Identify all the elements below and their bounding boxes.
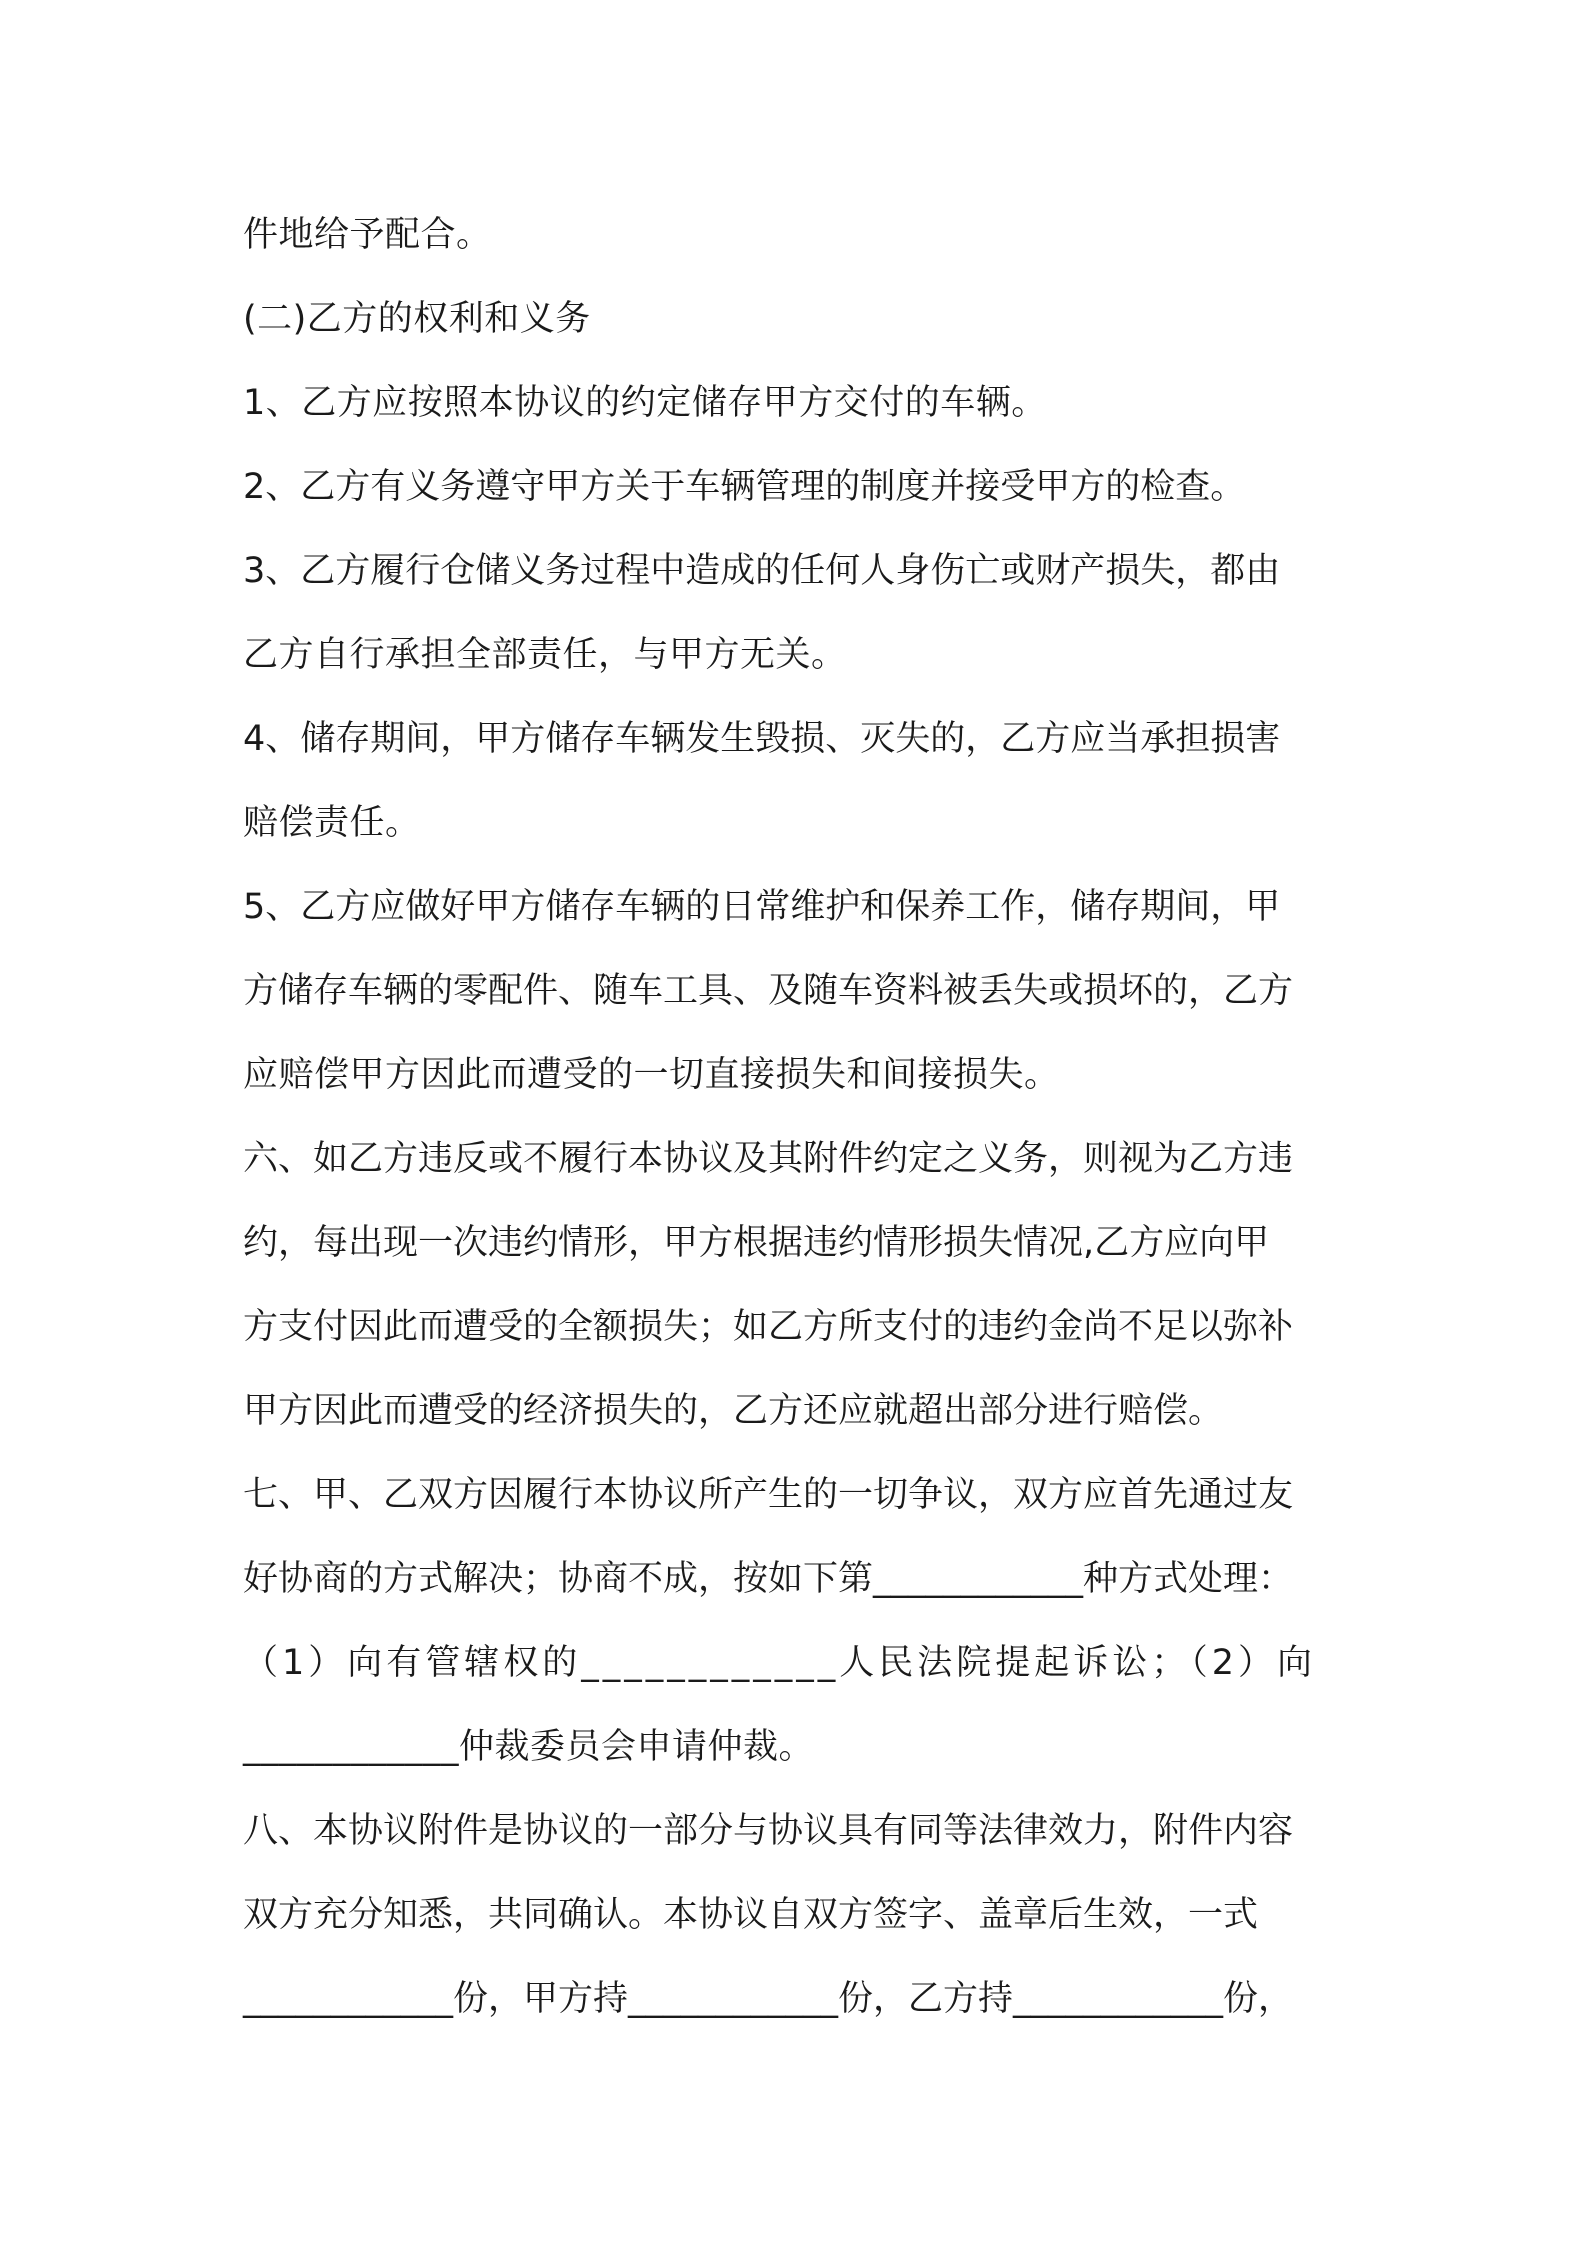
agreement-text-body xyxy=(243,193,1363,2041)
clause-4-line-1: 4、储存期间，甲方储存车辆发生毁损、灭失的，乙方应当承担损害 xyxy=(243,719,1281,759)
article-7-line-1: 七、甲、乙双方因履行本协议所产生的一切争议，双方应首先通过友 xyxy=(243,1475,1294,1515)
article-6-line-3: 方支付因此而遭受的全额损失；如乙方所支付的违约金尚不足以弥补 xyxy=(243,1307,1294,1347)
clause-4-line-2: 赔偿责任。 xyxy=(243,803,421,843)
article-6-line-1: 六、如乙方违反或不履行本协议及其附件约定之义务，则视为乙方违 xyxy=(243,1139,1294,1179)
clause-3-line-1: 3、乙方履行仓储义务过程中造成的任何人身伤亡或财产损失，都由 xyxy=(243,551,1281,591)
clause-5-line-2: 方储存车辆的零配件、随车工具、及随车资料被丢失或损坏的，乙方 xyxy=(243,971,1294,1011)
article-7-line-2: 好协商的方式解决；协商不成，按如下第____________种方式处理： xyxy=(243,1559,1294,1599)
section-heading-party-b-rights: (二)乙方的权利和义务 xyxy=(243,299,591,339)
clause-3-line-2: 乙方自行承担全部责任，与甲方无关。 xyxy=(243,635,847,675)
clause-5-line-1: 5、乙方应做好甲方储存车辆的日常维护和保养工作，储存期间，甲 xyxy=(243,887,1281,927)
article-6-line-2: 约，每出现一次违约情形，甲方根据违约情形损失情况,乙方应向甲 xyxy=(243,1223,1270,1263)
article-8-line-1: 八、本协议附件是协议的一部分与协议具有同等法律效力，附件内容 xyxy=(243,1811,1294,1851)
paragraph-line-continuation: 件地给予配合。 xyxy=(243,215,492,255)
article-6-line-4: 甲方因此而遭受的经济损失的，乙方还应就超出部分进行赔偿。 xyxy=(243,1391,1224,1431)
clause-2-line: 2、乙方有义务遵守甲方关于车辆管理的制度并接受甲方的检查。 xyxy=(243,467,1246,507)
clause-5-line-3: 应赔偿甲方因此而遭受的一切直接损失和间接损失。 xyxy=(243,1055,1060,1095)
article-7-line-3: （1）向有管辖权的____________人民法院提起诉讼；（2）向 xyxy=(243,1643,1317,1683)
article-7-line-4: ____________仲裁委员会申请仲裁。 xyxy=(243,1727,815,1767)
article-8-line-2: 双方充分知悉，共同确认。本协议自双方签字、盖章后生效，一式 xyxy=(243,1895,1259,1935)
clause-1-line: 1、乙方应按照本协议的约定储存甲方交付的车辆。 xyxy=(243,383,1047,423)
article-8-line-3: ____________份，甲方持____________份，乙方持____________份， xyxy=(243,1979,1294,2019)
